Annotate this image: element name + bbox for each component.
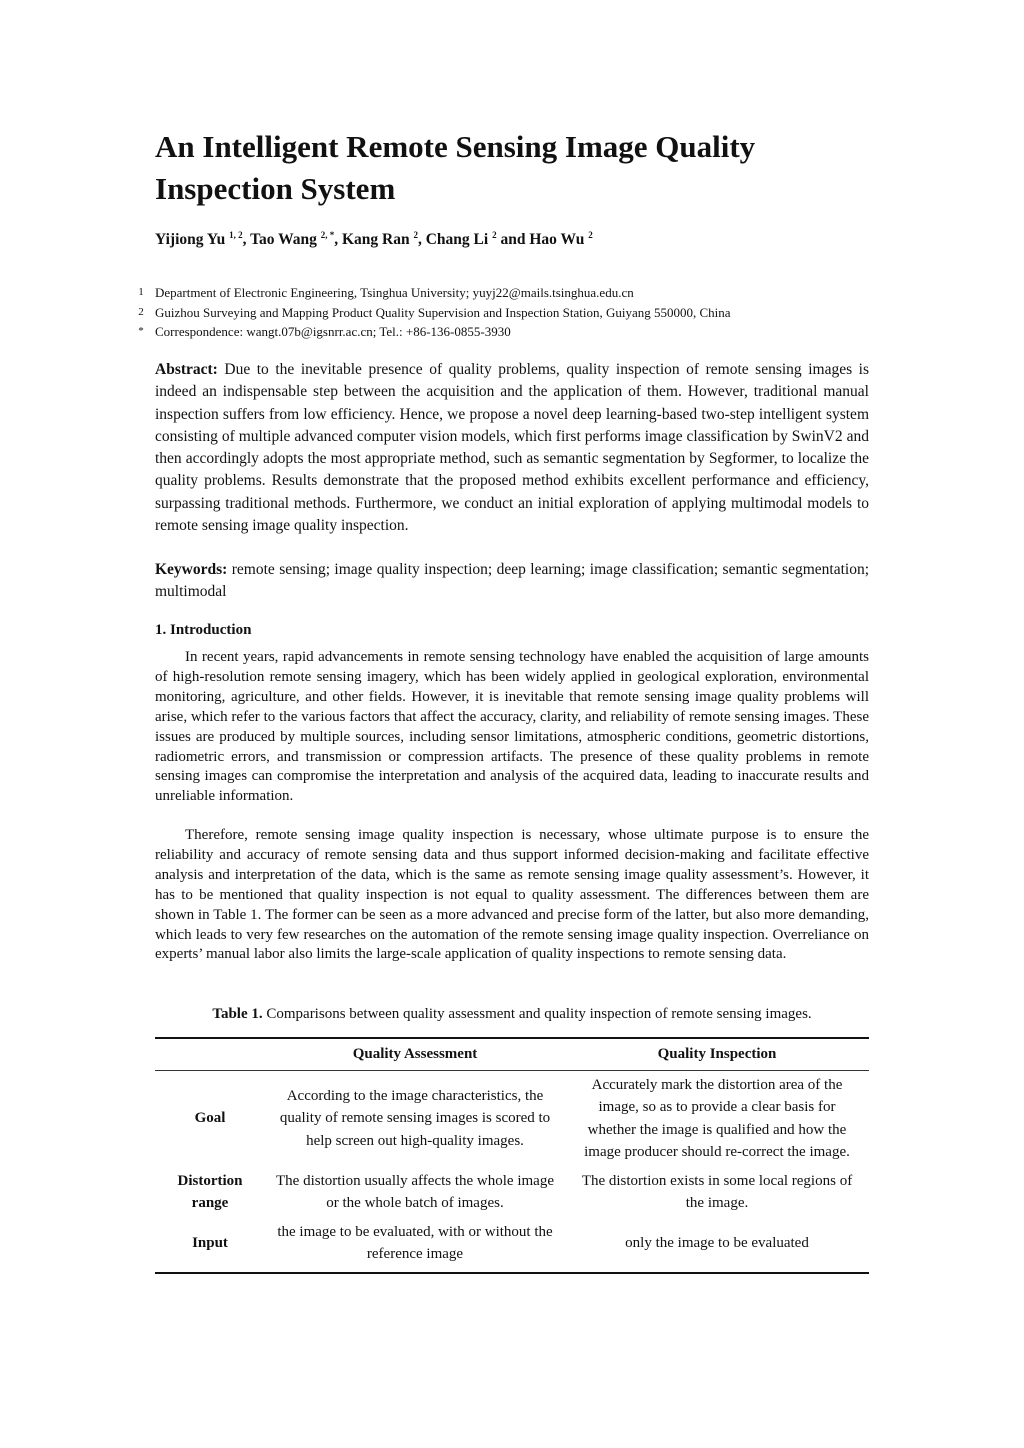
header-cell-inspection: Quality Inspection xyxy=(565,1038,869,1070)
paper-title: An Intelligent Remote Sensing Image Quality Inspection System xyxy=(155,129,756,206)
comparison-table xyxy=(155,1037,869,1274)
table-row xyxy=(155,1167,869,1218)
header-cell-empty xyxy=(155,1038,265,1070)
row-label: Distortion range xyxy=(177,1172,243,1211)
inspection-cell: only the image to be evaluated xyxy=(565,1218,869,1273)
assessment-cell: The distortion usually affects the whole image or the whole batch of images. xyxy=(276,1172,554,1211)
affiliation-mark: 1 xyxy=(138,286,144,298)
author: Hao Wu $^2$ xyxy=(529,230,593,248)
body-paragraph: In recent years, rapid advancements in remote sensing technology have enabled the acquisition of large amounts of high-resolution remote sensing imagery, which has been widely applied in geological exploration, environmental monitoring, agriculture, and other fields. However, it is inevitable that remote sensing image quality problems will arise, which refer to the various factors that affect the accuracy, clarity, and reliability of remote sensing images. These issues are produced by multiple sources, including sensor limitations, atmospheric conditions, geometric distortions, radiometric errors, and transmission or compression artifacts. The presence of these quality problems in remote sensing images can compromise the interpretation and analysis of the acquired data, leading to inaccurate results and unreliable information. xyxy=(155,649,869,805)
row-label: Input xyxy=(155,1218,265,1273)
affiliation-list xyxy=(135,283,895,342)
affiliation xyxy=(135,303,895,323)
author: Tao Wang $^{2, *}$, xyxy=(250,230,342,248)
row-label: Goal xyxy=(194,1110,226,1127)
body-paragraph: Therefore, remote sensing image quality inspection is necessary, whose ultimate purpose is to ensure the reliability and accuracy of remote sensing data and thus support informed decision-making and facilitate effective analysis and interpretation of the data, which is the same as remote sensing image quality assessment’s. However, it has to be mentioned that quality inspection is not equal to quality assessment. The differences between them are shown in Table 1. The former can be seen as a more advanced and precise form of the latter, but also more demanding, which leads to very few researches on the automation of the remote sensing image quality inspection. Overreliance on experts’ manual labor also limits the large-scale application of quality inspections to remote sensing data. xyxy=(155,827,869,963)
affiliation-mark: 2 xyxy=(138,305,144,318)
abstract-text: Due to the inevitable presence of quality problems, quality inspection of remote sensing images is indeed an indispensable step between the acquisition and the application of them. However, traditional manual inspection suffers from low efficiency. Hence, we propose a novel deep learning-based two-step intelligent system consisting of multiple advanced computer vision models, which first performs image classification by SwinV2 and then accordingly adopts the most appropriate method, such as semantic segmentation by Segformer, to localize the quality problems. Results demonstrate that the proposed method exhibits excellent performance and efficiency, surpassing traditional methods. Furthermore, we conduct an initial exploration of applying multimodal models to remote sensing image quality inspection. xyxy=(155,361,869,535)
section-heading: 1. Introduction xyxy=(155,622,252,638)
keywords-text: remote sensing; image quality inspection; deep learning; image classification; semantic segmentation; multimodal xyxy=(155,561,870,600)
inspection-cell: Accurately mark the distortion area of the image, so as to provide a clear basis for whether the image is qualified and how the image producer should re-correct the image. xyxy=(584,1076,850,1160)
abstract-label: Abstract: xyxy=(155,361,218,378)
affiliation xyxy=(135,283,895,303)
header-cell-assessment: Quality Assessment xyxy=(265,1038,565,1070)
author: Chang Li $^2$ and xyxy=(425,230,530,248)
affiliation-text: Department of Electronic Engineering, Tsinghua University; yuyj22@mails.tsinghua.edu.cn xyxy=(155,285,634,300)
keywords xyxy=(155,559,869,603)
table-caption xyxy=(155,1006,869,1023)
affiliation-mark: * xyxy=(138,325,144,337)
abstract xyxy=(155,359,869,537)
table-caption-text: Comparisons between quality assessment and quality inspection of remote sensing images. xyxy=(266,1006,812,1022)
correspondence-text: Correspondence: wangt.07b@igsnrr.ac.cn; Tel.: +86-136-0855-3930 xyxy=(155,324,511,339)
correspondence xyxy=(135,322,895,342)
author: Yijiong Yu $^{1, 2}$, xyxy=(155,230,251,248)
affiliation-text: Guizhou Surveying and Mapping Product Quality Supervision and Inspection Station, Guiyang 550000, China xyxy=(155,304,731,320)
inspection-cell: The distortion exists in some local regions of the image. xyxy=(581,1172,853,1211)
author-list xyxy=(155,230,593,249)
table-row xyxy=(155,1218,869,1273)
table-caption-label: Table 1. xyxy=(212,1006,263,1022)
table-row xyxy=(155,1070,869,1167)
assessment-cell: the image to be evaluated, with or without the reference image xyxy=(265,1218,565,1273)
keywords-label: Keywords: xyxy=(155,561,228,578)
assessment-cell: According to the image characteristics, the quality of remote sensing images is scored to help screen out high-quality images. xyxy=(279,1087,551,1149)
table-header-row xyxy=(155,1038,869,1070)
author: Kang Ran $^2$, xyxy=(341,230,426,248)
